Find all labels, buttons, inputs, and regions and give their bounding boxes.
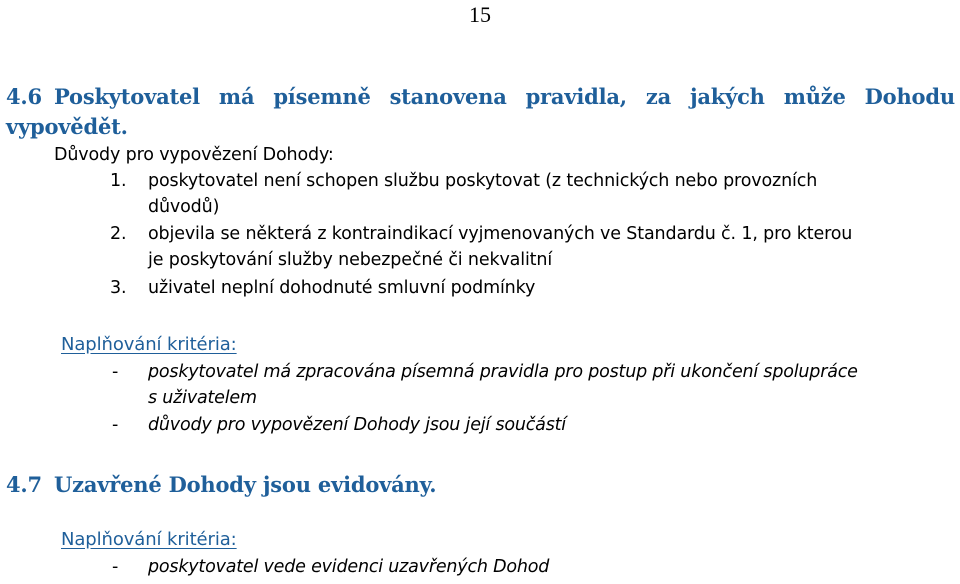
reasons-intro: Důvody pro vypovězení Dohody: — [54, 145, 334, 165]
list-item-text: uživatel neplní dohodnuté smluvní podmínky — [148, 278, 536, 298]
section-title-word: stanovena — [389, 84, 507, 109]
list-item-text: objevila se některá z kontraindikací vyjmenovaných ve Standardu č. 1, pro kterou — [148, 224, 853, 244]
bullet-dash: - — [112, 362, 119, 382]
section-title-line-1 — [54, 84, 955, 110]
section-title-words — [54, 84, 955, 109]
bullet-dash: - — [112, 557, 119, 577]
list-item-number: 2. — [110, 224, 127, 244]
section-number: 4.7 — [6, 472, 42, 497]
criteria-item-text: poskytovatel má zpracována písemná pravidla pro postup při ukončení spolupráce — [148, 362, 858, 382]
criteria-item-text: poskytovatel vede evidenci uzavřených Dohod — [148, 557, 550, 577]
section-title-word: písemně — [273, 84, 371, 109]
section-title-word: za — [645, 84, 671, 109]
list-item-text-cont: je poskytování služby nebezpečné či nekvalitní — [148, 250, 553, 270]
criteria-item-text-cont: s uživatelem — [148, 388, 257, 408]
criteria-label: Naplňování kritéria: — [61, 334, 237, 355]
section-title-word: pravidla, — [525, 84, 627, 109]
section-title-word: Poskytovatel — [54, 84, 200, 109]
section-title-word: jakých — [689, 84, 765, 109]
criteria-item-text: důvody pro vypovězení Dohody jsou její součástí — [148, 415, 566, 435]
section-title-word: může — [783, 84, 846, 109]
page-number: 15 — [469, 2, 491, 27]
section-number: 4.6 — [6, 84, 42, 109]
section-title-word: Dohodu — [864, 84, 955, 109]
bullet-dash: - — [112, 415, 119, 435]
list-item-text-cont: důvodů) — [148, 197, 220, 217]
section-title-word: má — [218, 84, 255, 109]
criteria-label: Naplňování kritéria: — [61, 529, 237, 550]
section-title: Uzavřené Dohody jsou evidovány. — [54, 472, 437, 497]
list-item-number: 1. — [110, 171, 127, 191]
section-title-line-2: vypovědět. — [6, 114, 128, 139]
list-item-text: poskytovatel není schopen službu poskytovat (z technických nebo provozních — [148, 171, 818, 191]
list-item-number: 3. — [110, 278, 127, 298]
